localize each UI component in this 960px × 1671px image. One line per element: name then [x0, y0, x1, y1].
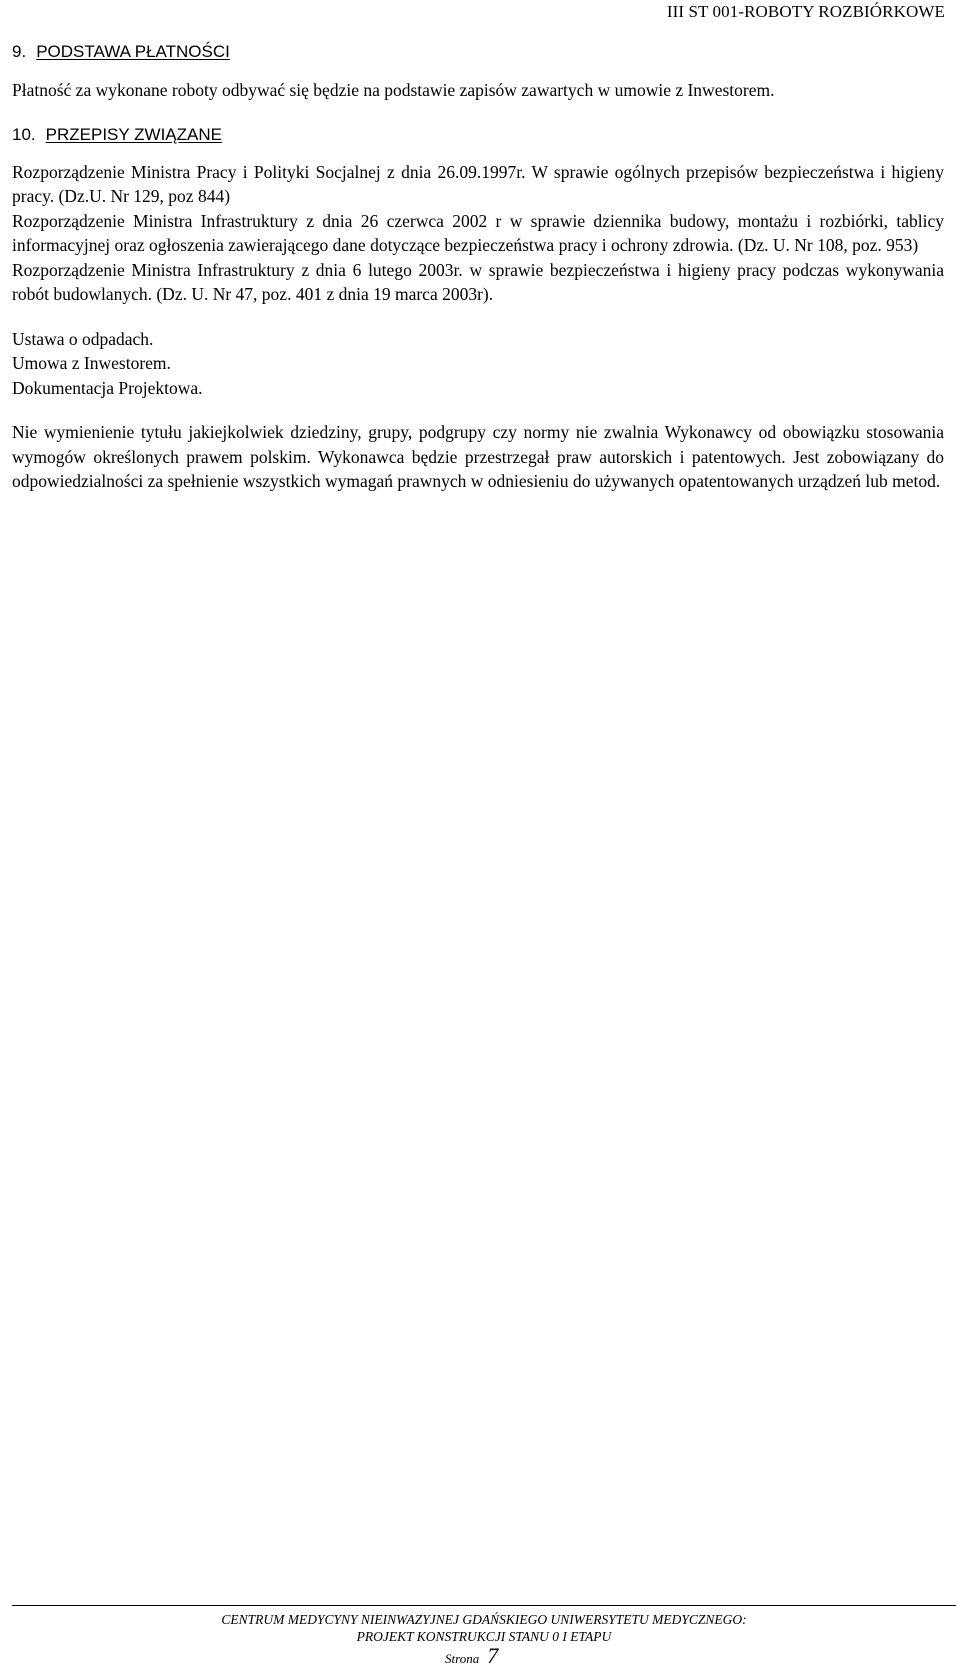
regulations-list: [12, 160, 944, 307]
document-body: [12, 40, 944, 494]
section-number: 9.: [12, 42, 27, 61]
page-number: [445, 1643, 498, 1669]
section-heading-regulations: [12, 123, 944, 148]
section-title: PODSTAWA PŁATNOŚCI: [36, 42, 230, 61]
footer-project: PROJEKT KONSTRUKCJI STANU 0 I ETAPU: [356, 1629, 612, 1644]
document-item: Ustawa o odpadach.: [12, 328, 154, 349]
regulation-item: Rozporządzenie Ministra Infrastruktury z dnia 26 czerwca 2002 r w sprawie dziennika budowy, montażu i rozbiórki, tablicy informacyjnej oraz ogłoszenia zawierającego dane dotyczące bezpieczeństwa pracy i ochrony zdrowia. (Dz. U. Nr 108, poz. 953): [12, 210, 944, 255]
document-item: Umowa z Inwestorem.: [12, 353, 171, 373]
document-item: Dokumentacja Projektowa.: [12, 377, 203, 398]
closing-paragraph: Nie wymienienie tytułu jakiejkolwiek dziedziny, grupy, podgrupy czy normy nie zwalnia Wykonawcy od obowiązku stosowania wymogów określonych prawem polskim. Wykonawca będzie przestrzegał praw autorskich i patentowych. Jest zobowiązany do odpowiedzialności za spełnienie wszystkich wymagań prawnych w odniesieniu do używanych opatentowanych urządzeń lub metod.: [12, 422, 944, 491]
other-documents-list: [12, 327, 944, 401]
section-number: 10.: [12, 125, 36, 144]
footer-divider: [12, 1605, 956, 1606]
section-title: PRZEPISY ZWIĄZANE: [45, 125, 222, 144]
page-label: Strona: [445, 1651, 480, 1666]
footer-institution: CENTRUM MEDYCYNY NIEINWAZYJNEJ GDAŃSKIEGO UNIWERSYTETU MEDYCZNEGO:: [221, 1612, 747, 1627]
regulation-item: Rozporządzenie Ministra Infrastruktury z dnia 6 lutego 2003r. w sprawie bezpieczeństwa i higieny pracy podczas wykonywania robót budowlanych. (Dz. U. Nr 47, poz. 401 z dnia 19 marca 2003r).: [12, 259, 944, 304]
section-heading-payment: [12, 40, 944, 65]
payment-paragraph: Płatność za wykonane roboty odbywać się będzie na podstawie zapisów zawartych w umowie z Inwestorem.: [12, 79, 775, 100]
running-header: III ST 001-ROBOTY ROZBIÓRKOWE: [666, 2, 945, 21]
regulation-item: Rozporządzenie Ministra Pracy i Polityki Socjalnej z dnia 26.09.1997r. W sprawie ogólnych przepisów bezpieczeństwa i higieny pracy. (Dz.U. Nr 129, poz 844): [12, 161, 944, 206]
page-number-value: 7: [487, 1643, 499, 1668]
page-footer: [12, 1605, 956, 1645]
